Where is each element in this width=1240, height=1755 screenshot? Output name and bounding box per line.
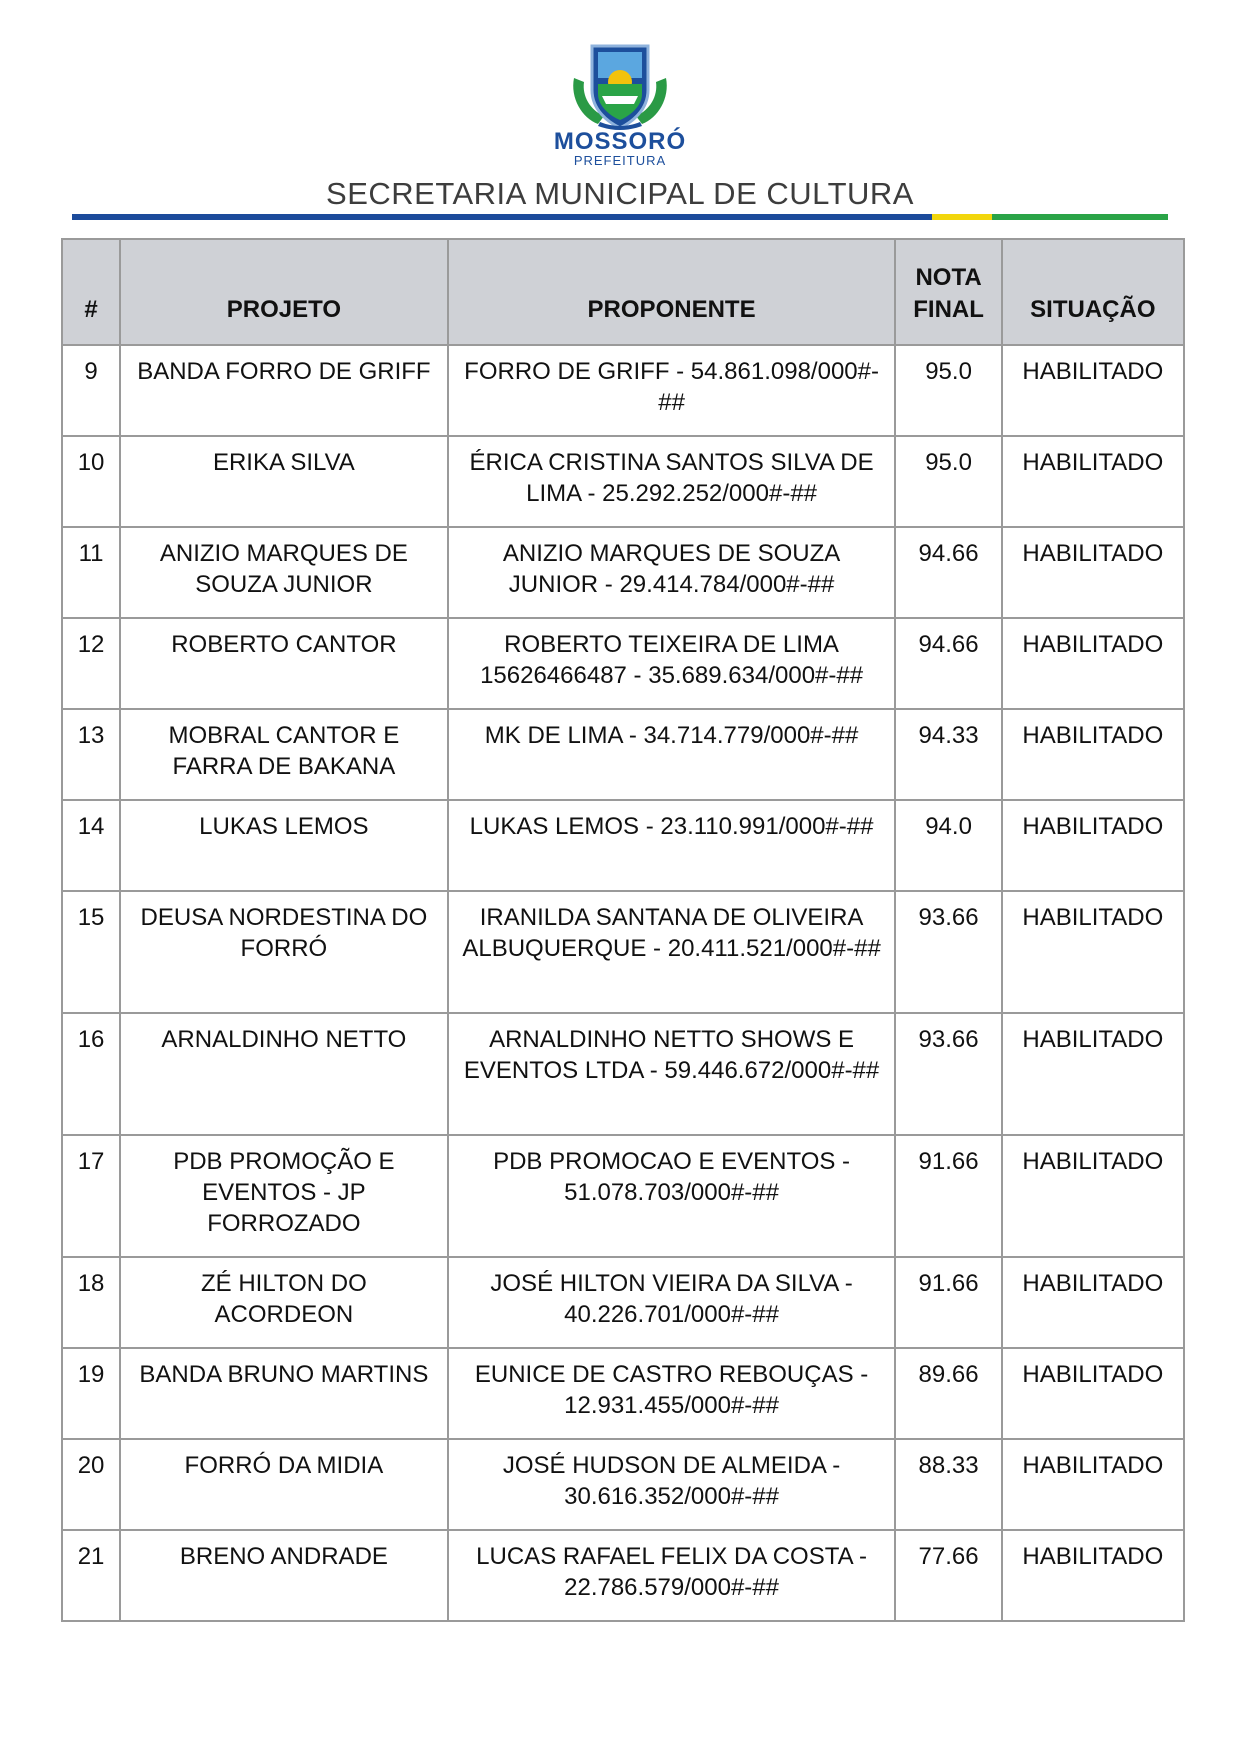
column-header-situacao: SITUAÇÃO [1002,239,1184,345]
cell-situacao: HABILITADO [1002,709,1184,800]
header-stripe-green [992,214,1168,220]
cell-projeto: ANIZIO MARQUES DE SOUZA JUNIOR [120,527,448,618]
cell-situacao: HABILITADO [1002,345,1184,436]
cell-situacao: HABILITADO [1002,527,1184,618]
cell-number: 19 [62,1348,120,1439]
cell-situacao: HABILITADO [1002,1530,1184,1621]
cell-proponente: FORRO DE GRIFF - 54.861.098/000#-## [448,345,896,436]
cell-number: 18 [62,1257,120,1348]
cell-number: 16 [62,1013,120,1135]
cell-nota: 93.66 [895,891,1001,1013]
cell-situacao: HABILITADO [1002,1348,1184,1439]
cell-number: 10 [62,436,120,527]
column-header-projeto: PROJETO [120,239,448,345]
cell-number: 21 [62,1530,120,1621]
table-row [62,709,1184,800]
table-row [62,1013,1184,1135]
cell-projeto: ARNALDINHO NETTO [120,1013,448,1135]
results-table [61,238,1185,1622]
cell-proponente: JOSÉ HILTON VIEIRA DA SILVA - 40.226.701/000#-## [448,1257,896,1348]
cell-nota: 91.66 [895,1257,1001,1348]
page-header [0,0,1240,230]
cell-nota: 88.33 [895,1439,1001,1530]
cell-proponente: ARNALDINHO NETTO SHOWS E EVENTOS LTDA - 59.446.672/000#-## [448,1013,896,1135]
cell-projeto: ZÉ HILTON DO ACORDEON [120,1257,448,1348]
cell-nota: 77.66 [895,1530,1001,1621]
cell-projeto: ROBERTO CANTOR [120,618,448,709]
cell-situacao: HABILITADO [1002,1257,1184,1348]
cell-nota: 94.66 [895,527,1001,618]
table-row [62,891,1184,1013]
cell-proponente: PDB PROMOCAO E EVENTOS - 51.078.703/000#-## [448,1135,896,1257]
cell-nota: 95.0 [895,436,1001,527]
column-header-proponente: PROPONENTE [448,239,896,345]
cell-situacao: HABILITADO [1002,436,1184,527]
cell-proponente: LUKAS LEMOS - 23.110.991/000#-## [448,800,896,891]
brand-name: MOSSORÓ [553,128,687,155]
table-header-row [62,239,1184,345]
cell-projeto: FORRÓ DA MIDIA [120,1439,448,1530]
cell-nota: 89.66 [895,1348,1001,1439]
cell-situacao: HABILITADO [1002,1439,1184,1530]
cell-number: 20 [62,1439,120,1530]
table-row [62,1257,1184,1348]
cell-situacao: HABILITADO [1002,891,1184,1013]
column-header-nota-final: NOTA FINAL [895,239,1001,345]
cell-situacao: HABILITADO [1002,1013,1184,1135]
cell-projeto: MOBRAL CANTOR E FARRA DE BAKANA [120,709,448,800]
cell-proponente: ROBERTO TEIXEIRA DE LIMA 15626466487 - 35.689.634/000#-## [448,618,896,709]
cell-number: 14 [62,800,120,891]
cell-number: 12 [62,618,120,709]
department-title: SECRETARIA MUNICIPAL DE CULTURA [326,176,914,211]
cell-number: 11 [62,527,120,618]
table-row [62,345,1184,436]
cell-proponente: EUNICE DE CASTRO REBOUÇAS - 12.931.455/000#-## [448,1348,896,1439]
cell-nota: 91.66 [895,1135,1001,1257]
cell-number: 9 [62,345,120,436]
header-stripe-yellow [932,214,992,220]
table-row [62,1135,1184,1257]
cell-projeto: ERIKA SILVA [120,436,448,527]
cell-projeto: BANDA FORRO DE GRIFF [120,345,448,436]
table-row [62,527,1184,618]
brand-subtitle: PREFEITURA [573,153,667,168]
cell-proponente: IRANILDA SANTANA DE OLIVEIRA ALBUQUERQUE - 20.411.521/000#-## [448,891,896,1013]
cell-number: 13 [62,709,120,800]
cell-proponente: ANIZIO MARQUES DE SOUZA JUNIOR - 29.414.784/000#-## [448,527,896,618]
table-row [62,800,1184,891]
cell-nota: 94.66 [895,618,1001,709]
column-header-number: # [62,239,120,345]
cell-projeto: BRENO ANDRADE [120,1530,448,1621]
cell-projeto: BANDA BRUNO MARTINS [120,1348,448,1439]
cell-number: 17 [62,1135,120,1257]
cell-number: 15 [62,891,120,1013]
cell-situacao: HABILITADO [1002,800,1184,891]
cell-nota: 94.33 [895,709,1001,800]
cell-projeto: LUKAS LEMOS [120,800,448,891]
table-row [62,436,1184,527]
cell-proponente: MK DE LIMA - 34.714.779/000#-## [448,709,896,800]
cell-situacao: HABILITADO [1002,1135,1184,1257]
table-row [62,618,1184,709]
cell-nota: 94.0 [895,800,1001,891]
table-row [62,1530,1184,1621]
table-row [62,1439,1184,1530]
header-stripe-blue [72,214,932,220]
table-row [62,1348,1184,1439]
cell-projeto: PDB PROMOÇÃO E EVENTOS - JP FORROZADO [120,1135,448,1257]
cell-proponente: ÉRICA CRISTINA SANTOS SILVA DE LIMA - 25.292.252/000#-## [448,436,896,527]
city-crest-logo [568,38,672,134]
cell-nota: 93.66 [895,1013,1001,1135]
cell-proponente: LUCAS RAFAEL FELIX DA COSTA - 22.786.579/000#-## [448,1530,896,1621]
cell-nota: 95.0 [895,345,1001,436]
cell-projeto: DEUSA NORDESTINA DO FORRÓ [120,891,448,1013]
cell-situacao: HABILITADO [1002,618,1184,709]
cell-proponente: JOSÉ HUDSON DE ALMEIDA - 30.616.352/000#-## [448,1439,896,1530]
